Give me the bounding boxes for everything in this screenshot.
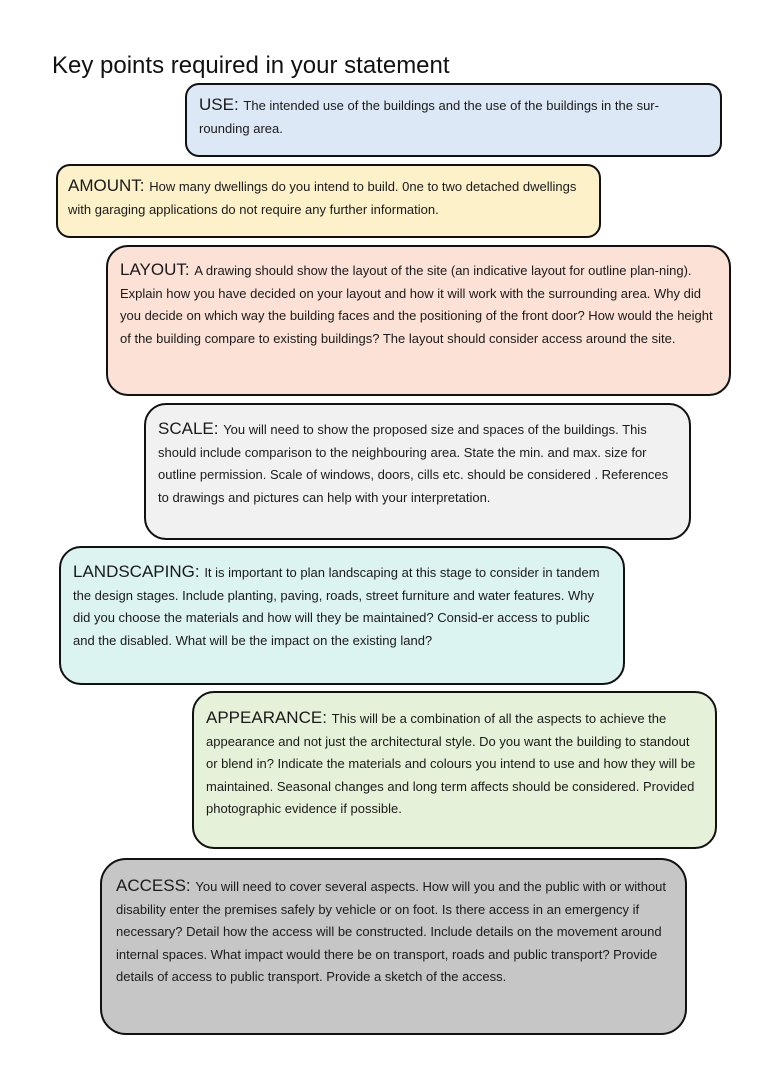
page-title: Key points required in your statement [52,52,450,79]
access-label: ACCESS: [116,876,196,895]
layout-label: LAYOUT: [120,260,195,279]
scale-text: You will need to show the proposed size and spaces of the buildings. This should include comparison to the neighbouring area. State the min. and max. size for outline permission. Scale of windows, doors, cills etc. should be considered . References to drawings and pictures can help with your interpretation. [158,422,669,505]
amount-label: AMOUNT: [68,176,150,195]
use-label: USE: [199,95,244,114]
use-section [185,83,722,157]
use-text: The intended use of the buildings and the use of the buildings in the sur-rounding area. [199,98,659,136]
access-text: You will need to cover several aspects. How will you and the public with or without disability enter the premises safely by vehicle or on foot. Is there access in an emergency if necessary? Detail how the access will be constructed. Include details on the movement around internal spaces. What impact would there be on transport, roads and public transport? Provide details of access to public transport. Provide a sketch of the access. [116,879,667,984]
appearance-label: APPEARANCE: [206,708,332,727]
access-section [100,858,687,1035]
amount-text: How many dwellings do you intend to build. 0ne to two detached dwellings with garaging applications do not require any further information. [68,179,577,217]
layout-text: A drawing should show the layout of the site (an indicative layout for outline plan-ning). Explain how you have decided on your layout and how it will work with the surrounding area. Why did you decide on which way the building faces and the positioning of the front door? How would the height of the building compare to existing buildings? The layout should consider access around the site. [120,263,713,346]
appearance-section [192,691,717,849]
scale-section [144,403,691,540]
landscaping-section [59,546,625,685]
landscaping-text: It is important to plan landscaping at this stage to consider in tandem the design stages. Include planting, paving, roads, street furniture and water features. Why did you choose the materials and how will they be maintained? Consid-er access to public and the disabled. What will be the impact on the existing land? [73,565,600,648]
amount-section [56,164,601,238]
appearance-text: This will be a combination of all the aspects to achieve the appearance and not just the architectural style. Do you want the building to standout or blend in? Indicate the materials and colours you intend to use and how they will be maintained. Seasonal changes and long term affects should be considered. Provided photographic evidence if possible. [206,711,696,816]
scale-label: SCALE: [158,419,224,438]
landscaping-label: LANDSCAPING: [73,562,205,581]
layout-section [106,245,731,396]
